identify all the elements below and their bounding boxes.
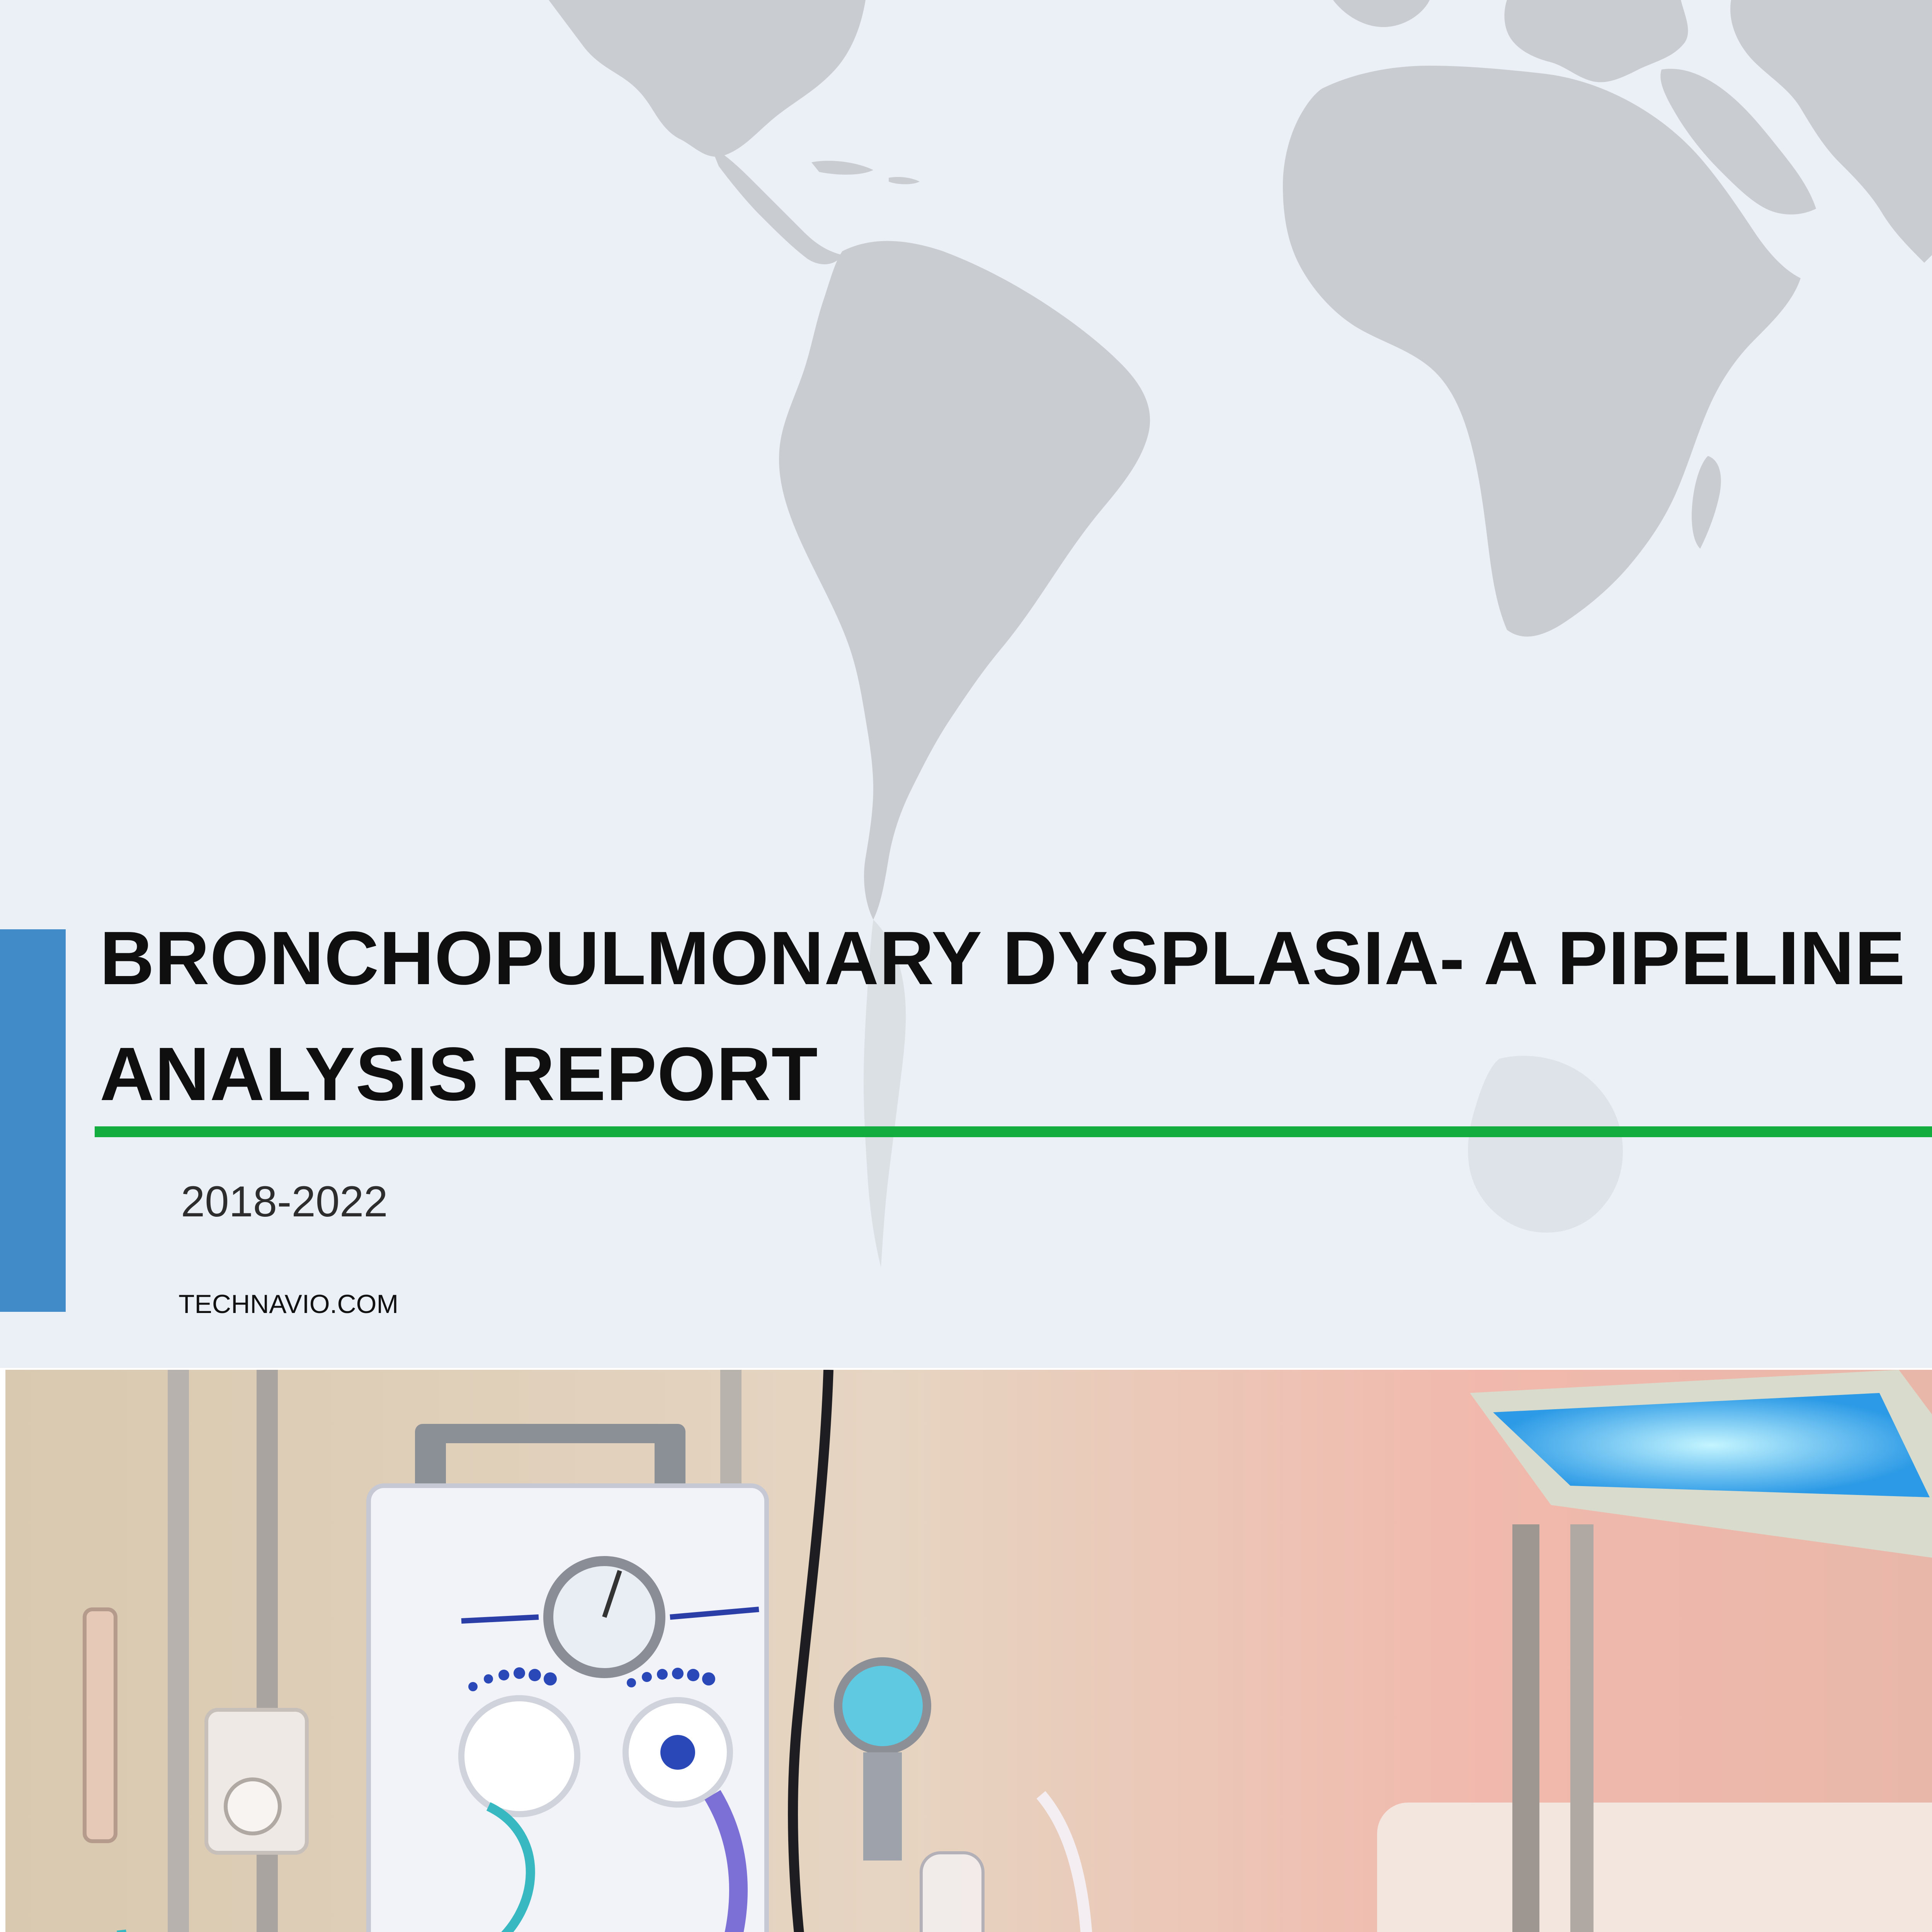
map-madagascar	[1692, 456, 1721, 549]
cover-photo	[5, 1370, 1932, 1932]
website-label: TECHNAVIO.COM	[179, 1289, 399, 1319]
green-divider-line	[95, 1126, 1932, 1137]
map-arctic	[1333, 0, 1430, 27]
neonatal-incubator-photo	[5, 1370, 1932, 1932]
report-years: 2018-2022	[181, 1177, 388, 1226]
blue-accent-bar	[0, 929, 66, 1312]
map-caribbean	[811, 161, 920, 184]
report-title: BRONCHOPULMONARY DYSPLASIA- A PIPELINE ANALYSIS REPORT	[100, 916, 1906, 1116]
map-north-america	[549, 0, 866, 156]
map-south-america	[779, 241, 1150, 920]
map-europe	[1504, 0, 1688, 82]
